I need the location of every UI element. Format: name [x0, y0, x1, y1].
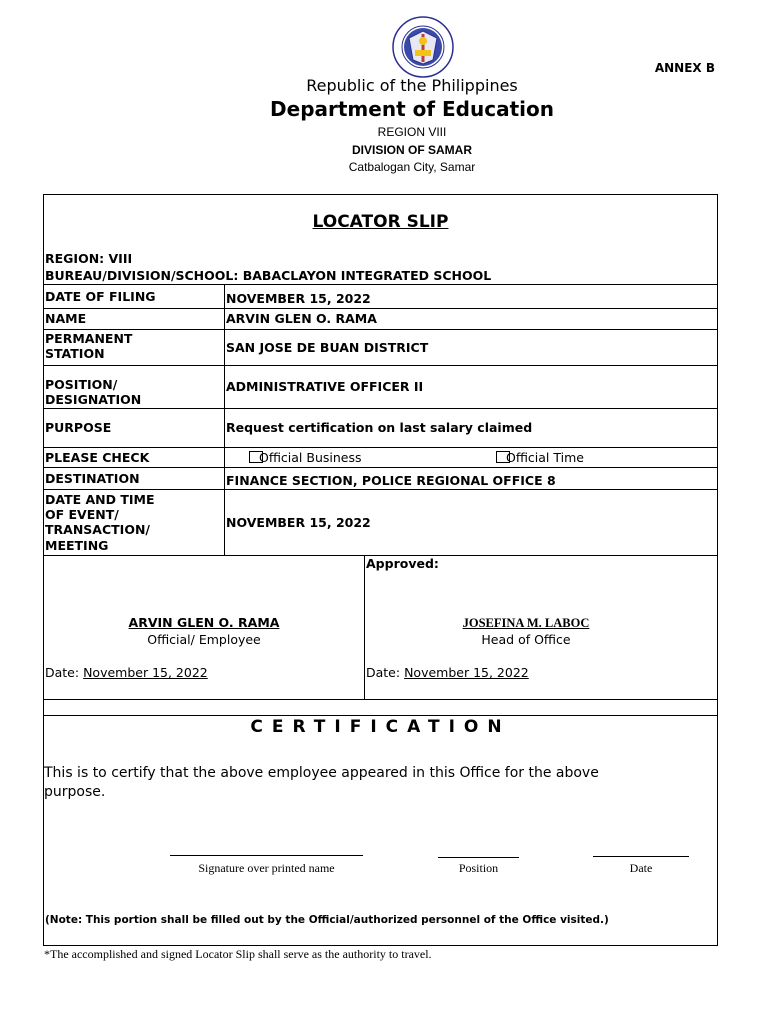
date-label: Date — [629, 861, 653, 875]
employee-role: Official/ Employee — [147, 632, 261, 647]
city-title: Catbalogan City, Samar — [348, 160, 476, 174]
row-divider — [43, 365, 718, 366]
row-divider — [43, 408, 718, 409]
head-name: JOSEFINA M. LABOC — [462, 616, 590, 630]
position-label-line-1: POSITION/ — [45, 377, 118, 392]
region-line: REGION: VIII — [45, 251, 133, 266]
annex-label: ANNEX B — [654, 61, 715, 75]
destination-label: DESTINATION — [45, 471, 140, 486]
date-line — [593, 856, 689, 857]
station-label-line-1: PERMANENT — [45, 331, 133, 346]
official-business-label: Official Business — [259, 450, 362, 465]
head-date-line — [366, 665, 529, 680]
certification-title: CERTIFICATION — [250, 717, 511, 737]
region-title: REGION VIII — [377, 125, 447, 139]
approved-label: Approved: — [366, 556, 439, 571]
position-label-line-2: DESIGNATION — [45, 392, 142, 407]
event-label-line-3: TRANSACTION/ — [45, 522, 150, 537]
station-value: SAN JOSE DE BUAN DISTRICT — [226, 340, 429, 355]
employee-name: ARVIN GLEN O. RAMA — [128, 615, 280, 630]
event-label-line-1: DATE AND TIME — [45, 492, 155, 507]
footnote: *The accomplished and signed Locator Slip shall serve as the authority to travel. — [44, 947, 432, 961]
row-divider — [43, 447, 718, 448]
row-divider — [43, 715, 718, 716]
head-date-label: Date: — [366, 665, 401, 680]
republic-title: Republic of the Philippines — [306, 76, 518, 95]
official-time-option[interactable] — [496, 450, 584, 465]
name-value: ARVIN GLEN O. RAMA — [226, 311, 377, 326]
row-divider — [43, 699, 718, 700]
please-check-label: PLEASE CHECK — [45, 450, 150, 465]
division-title: DIVISION OF SAMAR — [351, 143, 472, 157]
employee-date-label: Date: — [45, 665, 80, 680]
column-divider — [224, 284, 225, 555]
department-title: Department of Education — [270, 97, 554, 121]
event-label-line-2: OF EVENT/ — [45, 507, 119, 522]
event-date-value: NOVEMBER 15, 2022 — [226, 515, 371, 530]
station-label-line-2: STATION — [45, 346, 105, 361]
date-filing-value: NOVEMBER 15, 2022 — [226, 291, 371, 306]
bureau-line: BUREAU/DIVISION/SCHOOL: BABACLAYON INTEGRATED SCHOOL — [45, 268, 492, 283]
certification-text: This is to certify that the above employee appeared in this Office for the above purpose. — [44, 765, 599, 800]
signature-line — [170, 855, 363, 856]
purpose-label: PURPOSE — [45, 420, 112, 435]
locator-slip-title: LOCATOR SLIP — [312, 212, 449, 232]
deped-seal — [381, 16, 465, 78]
position-line — [438, 857, 519, 858]
official-business-option[interactable] — [249, 450, 362, 465]
position-label: Position — [458, 861, 499, 875]
head-role: Head of Office — [481, 632, 571, 647]
destination-value: FINANCE SECTION, POLICE REGIONAL OFFICE 8 — [226, 473, 556, 488]
head-date-value: November 15, 2022 — [404, 665, 529, 680]
position-value: ADMINISTRATIVE OFFICER II — [226, 379, 424, 394]
date-filing-label: DATE OF FILING — [45, 289, 156, 304]
row-divider — [43, 489, 718, 490]
row-divider — [43, 284, 718, 285]
employee-date-value: November 15, 2022 — [83, 665, 208, 680]
name-label: NAME — [45, 311, 87, 326]
row-divider — [43, 329, 718, 330]
row-divider — [43, 467, 718, 468]
row-divider — [43, 308, 718, 309]
employee-date-line — [45, 665, 208, 680]
signature-label: Signature over printed name — [198, 861, 335, 875]
event-label-line-4: MEETING — [45, 538, 109, 553]
purpose-value: Request certification on last salary claimed — [226, 420, 533, 435]
certification-note: (Note: This portion shall be filled out by the Official/authorized personnel of the Office visited.) — [45, 914, 609, 926]
official-time-label: Official Time — [506, 450, 584, 465]
